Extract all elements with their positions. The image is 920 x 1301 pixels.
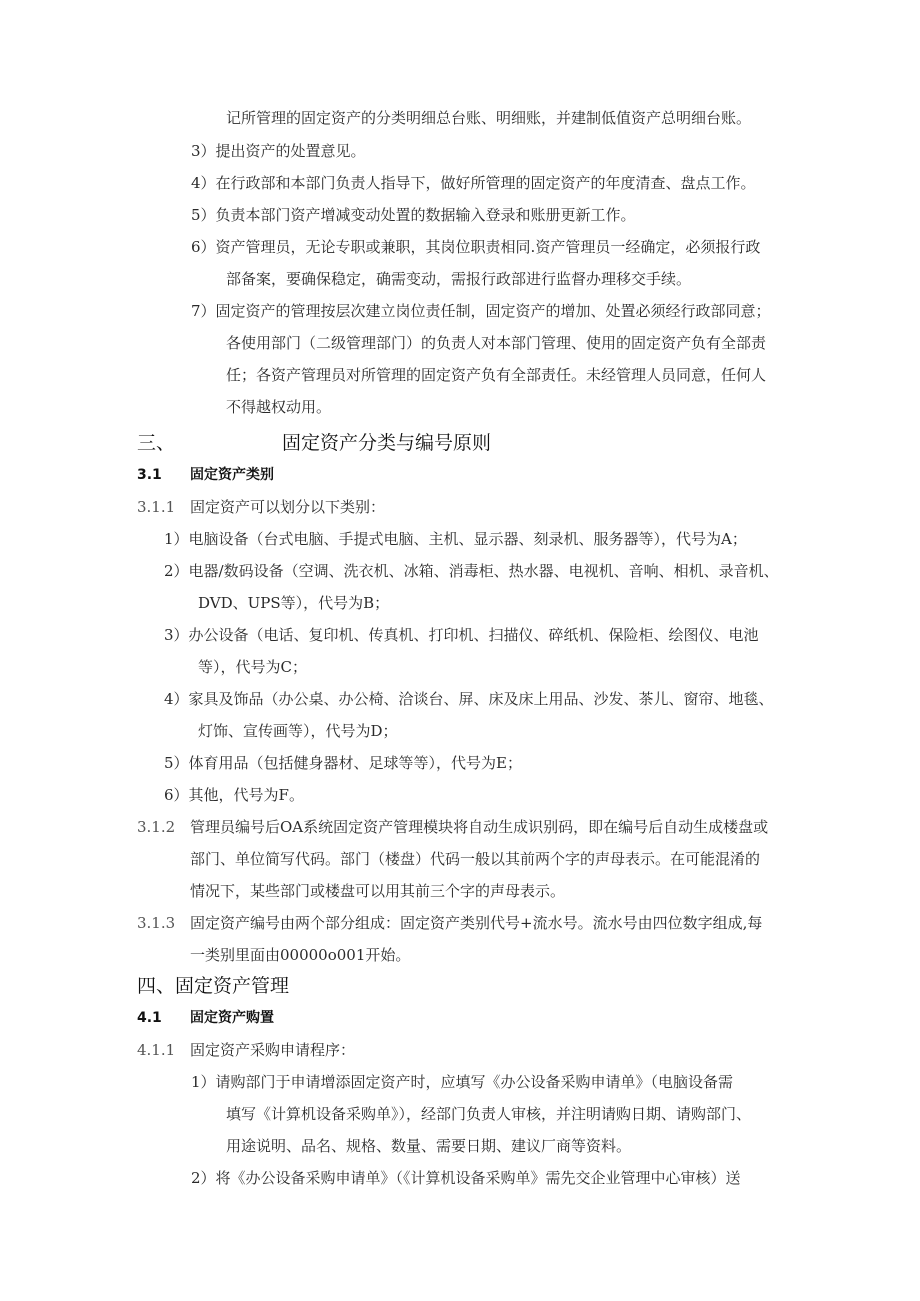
clause-text: 固定资产可以划分以下类别： <box>190 498 386 516</box>
section-number: 三、 <box>137 432 176 454</box>
list-item: 5）体育用品（包括健身器材、足球等等），代号为E； <box>164 754 522 772</box>
clause-number: 3.1.1 <box>137 498 176 516</box>
list-item: 1）电脑设备（台式电脑、手提式电脑、主机、显示器、刻录机、服务器等），代号为A； <box>164 530 747 548</box>
list-item: 2）电器/数码设备（空调、洗衣机、冰箱、消毒柜、热水器、电视机、音响、相机、录音机、 <box>164 562 779 580</box>
paragraph-line: DVD、UPS等），代号为B； <box>198 594 390 612</box>
clause-number: 4.1.1 <box>137 1041 176 1059</box>
clause-text: 固定资产编号由两个部分组成：固定资产类别代号+流水号。流水号由四位数字组成,每 <box>190 914 763 932</box>
clause-text: 管理员编号后OA系统固定资产管理模块将自动生成识别码，即在编号后自动生成楼盘或 <box>190 818 769 836</box>
list-item: 6）资产管理员，无论专职或兼职，其岗位职责相同.资产管理员一经确定，必须报行政 <box>191 238 761 256</box>
section-title: 固定资产分类与编号原则 <box>282 432 492 454</box>
paragraph-line: 部备案，要确保稳定，确需变动，需报行政部进行监督办理移交手续。 <box>226 270 692 288</box>
list-item: 4）在行政部和本部门负责人指导下，做好所管理的固定资产的年度清查、盘点工作。 <box>191 174 756 192</box>
list-item: 7）固定资产的管理按层次建立岗位责任制，固定资产的增加、处置必须经行政部同意； <box>191 302 771 320</box>
paragraph-line: 情况下，某些部门或楼盘可以用其前三个字的声母表示。 <box>190 882 566 900</box>
list-item: 4）家具及饰品（办公桌、办公椅、洽谈台、屏、床及床上用品、沙发、茶儿、窗帘、地毯、 <box>164 690 774 708</box>
clause-number: 3.1.3 <box>137 914 176 932</box>
paragraph-line: 各使用部门（二级管理部门）的负责人对本部门管理、使用的固定资产负有全部责 <box>226 334 767 352</box>
paragraph-line: 不得越权动用。 <box>226 398 332 416</box>
subsection-number: 4.1 <box>137 1010 162 1026</box>
paragraph-line: 任；各资产管理员对所管理的固定资产负有全部责任。未经管理人员同意，任何人 <box>226 366 767 384</box>
paragraph-line: 一类别里面由00000o001开始。 <box>190 946 411 964</box>
list-item: 3）办公设备（电话、复印机、传真机、打印机、扫描仪、碎纸机、保险柜、绘图仪、电池 <box>164 626 759 644</box>
paragraph-line: 灯饰、宣传画等），代号为D； <box>198 722 398 740</box>
subsection-title: 固定资产类别 <box>190 467 274 483</box>
list-item: 5）负责本部门资产增减变动处置的数据输入登录和账册更新工作。 <box>191 206 636 224</box>
list-item: 6）其他，代号为F。 <box>164 786 304 804</box>
subsection-number: 3.1 <box>137 467 162 483</box>
paragraph-line: 填写《计算机设备采购单》），经部门负责人审核，并注明请购日期、请购部门、 <box>226 1105 752 1123</box>
paragraph-line: 用途说明、品名、规格、数量、需要日期、建议厂商等资料。 <box>226 1137 632 1155</box>
paragraph-line: 部门、单位简写代码。部门（楼盘）代码一般以其前两个字的声母表示。在可能混淆的 <box>190 850 761 868</box>
list-item: 2）将《办公设备采购申请单》（《计算机设备采购单》需先交企业管理中心审核）送 <box>191 1169 741 1187</box>
subsection-title: 固定资产购置 <box>190 1010 274 1026</box>
paragraph-line: 等），代号为C； <box>198 658 307 676</box>
list-item: 3）提出资产的处置意见。 <box>191 142 366 160</box>
list-item: 1）请购部门于申请增添固定资产时，应填写《办公设备采购申请单》（电脑设备需 <box>191 1073 734 1091</box>
paragraph-line: 记所管理的固定资产的分类明细总台账、明细账，并建制低值资产总明细台账。 <box>226 109 752 127</box>
clause-text: 固定资产采购申请程序： <box>190 1041 356 1059</box>
clause-number: 3.1.2 <box>137 818 176 836</box>
section-title: 四、固定资产管理 <box>137 975 290 997</box>
